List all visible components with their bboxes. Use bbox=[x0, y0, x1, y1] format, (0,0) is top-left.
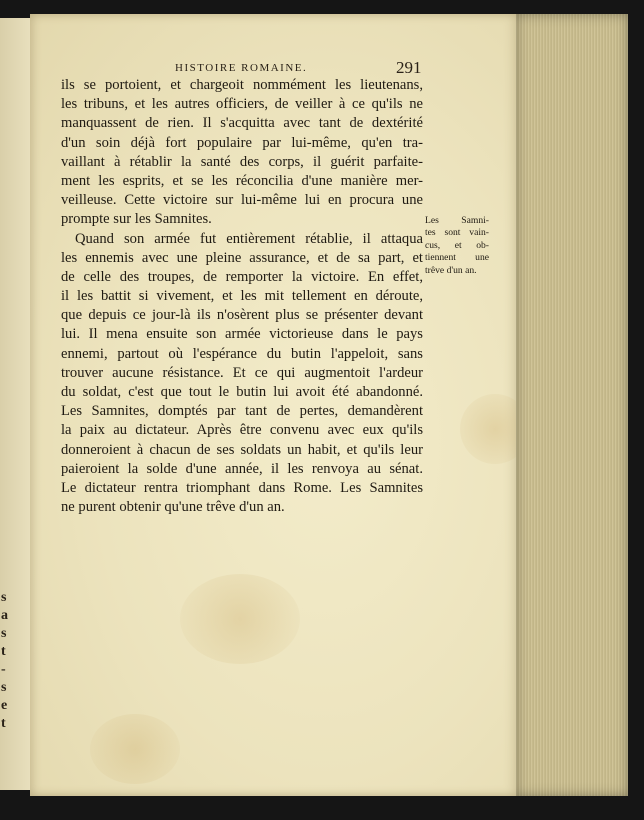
text-line: Quand son armée fut entièrement rétablie, il attaqua bbox=[75, 230, 423, 247]
left-edge-glyph: s bbox=[1, 680, 7, 695]
text-line: de celle des troupes, de remporter la victoire. En effet, bbox=[61, 268, 423, 285]
text-line: manquassent de rien. Il s'acquitta avec tant de dextérité bbox=[61, 115, 423, 132]
left-edge-glyph: s bbox=[1, 590, 7, 605]
paper-stain bbox=[180, 574, 300, 664]
margin-note bbox=[425, 215, 489, 277]
text-line: vaillant à rétablir la santé des corps, il guérit parfaite- bbox=[61, 153, 423, 170]
text-line: donneroient à chacun de ses soldats un habit, et qu'ils leur bbox=[61, 441, 423, 458]
text-line: d'un soin déjà fort populaire par lui-même, qu'en tra- bbox=[61, 134, 423, 151]
text-line: paieroient la solde d'une année, il les renvoya au sénat. bbox=[61, 460, 423, 477]
text-line: Les Samnites, domptés par tant de pertes, demandèrent bbox=[61, 403, 423, 420]
text-line: du soldat, c'est que tout le butin lui avoit été abandonné. bbox=[61, 384, 423, 400]
text-line: il les battit si vivement, et les mit tellement en déroute, bbox=[61, 288, 423, 305]
text-line: ils se portoient, et chargeoit nommément les lieutenans, bbox=[61, 77, 423, 93]
text-line: les ennemis avec une pleine assurance, et de sa part, et bbox=[61, 249, 423, 266]
margin-note-line: tiennent une bbox=[425, 252, 489, 264]
text-line: lui. Il mena ensuite son armée victorieuse dans le pays bbox=[61, 326, 423, 343]
left-edge-glyph: s bbox=[1, 626, 7, 641]
margin-note-line: tes sont vain- bbox=[425, 227, 489, 239]
left-edge-glyph: t bbox=[1, 716, 6, 731]
text-line: les tribuns, et les autres officiers, de veiller à ce qu'ils ne bbox=[61, 96, 423, 113]
previous-page-edge bbox=[0, 18, 32, 790]
text-line: prompte sur les Samnites. bbox=[61, 211, 212, 228]
margin-note-line: cus, et ob- bbox=[425, 239, 489, 251]
left-edge-glyph: a bbox=[1, 608, 8, 623]
page-number: 291 bbox=[396, 58, 422, 77]
left-edge-glyph: t bbox=[1, 644, 6, 659]
margin-note-line: trêve d'un an. bbox=[425, 264, 477, 276]
text-line: trouver aucune résistance. Et ce qui augmentoit l'ardeur bbox=[61, 364, 423, 381]
body-text bbox=[61, 76, 423, 517]
text-line: ment les esprits, et se les réconcilia d'une manière mer- bbox=[61, 172, 423, 189]
text-line: que depuis ce jour-là ils n'osèrent plus se présenter devant bbox=[61, 307, 423, 324]
margin-note-line: Les Samni- bbox=[425, 215, 489, 226]
text-line: Le dictateur rentra triomphant dans Rome. Les Samnites bbox=[61, 479, 423, 496]
text-line: la paix au dictateur. Après être convenu avec eux qu'ils bbox=[61, 422, 423, 439]
page-block-edges bbox=[516, 14, 628, 796]
text-line: ennemi, partout où l'espérance du butin l'appeloit, sans bbox=[61, 345, 423, 362]
left-edge-glyph: - bbox=[1, 662, 6, 677]
text-line: veilleuse. Cette victoire sur lui-même lui en procura une bbox=[61, 192, 423, 209]
left-edge-glyph: e bbox=[1, 698, 8, 713]
text-line: ne purent obtenir qu'une trêve d'un an. bbox=[61, 499, 285, 516]
paper-stain bbox=[90, 714, 180, 784]
running-head: HISTOIRE ROMAINE. bbox=[175, 62, 308, 74]
